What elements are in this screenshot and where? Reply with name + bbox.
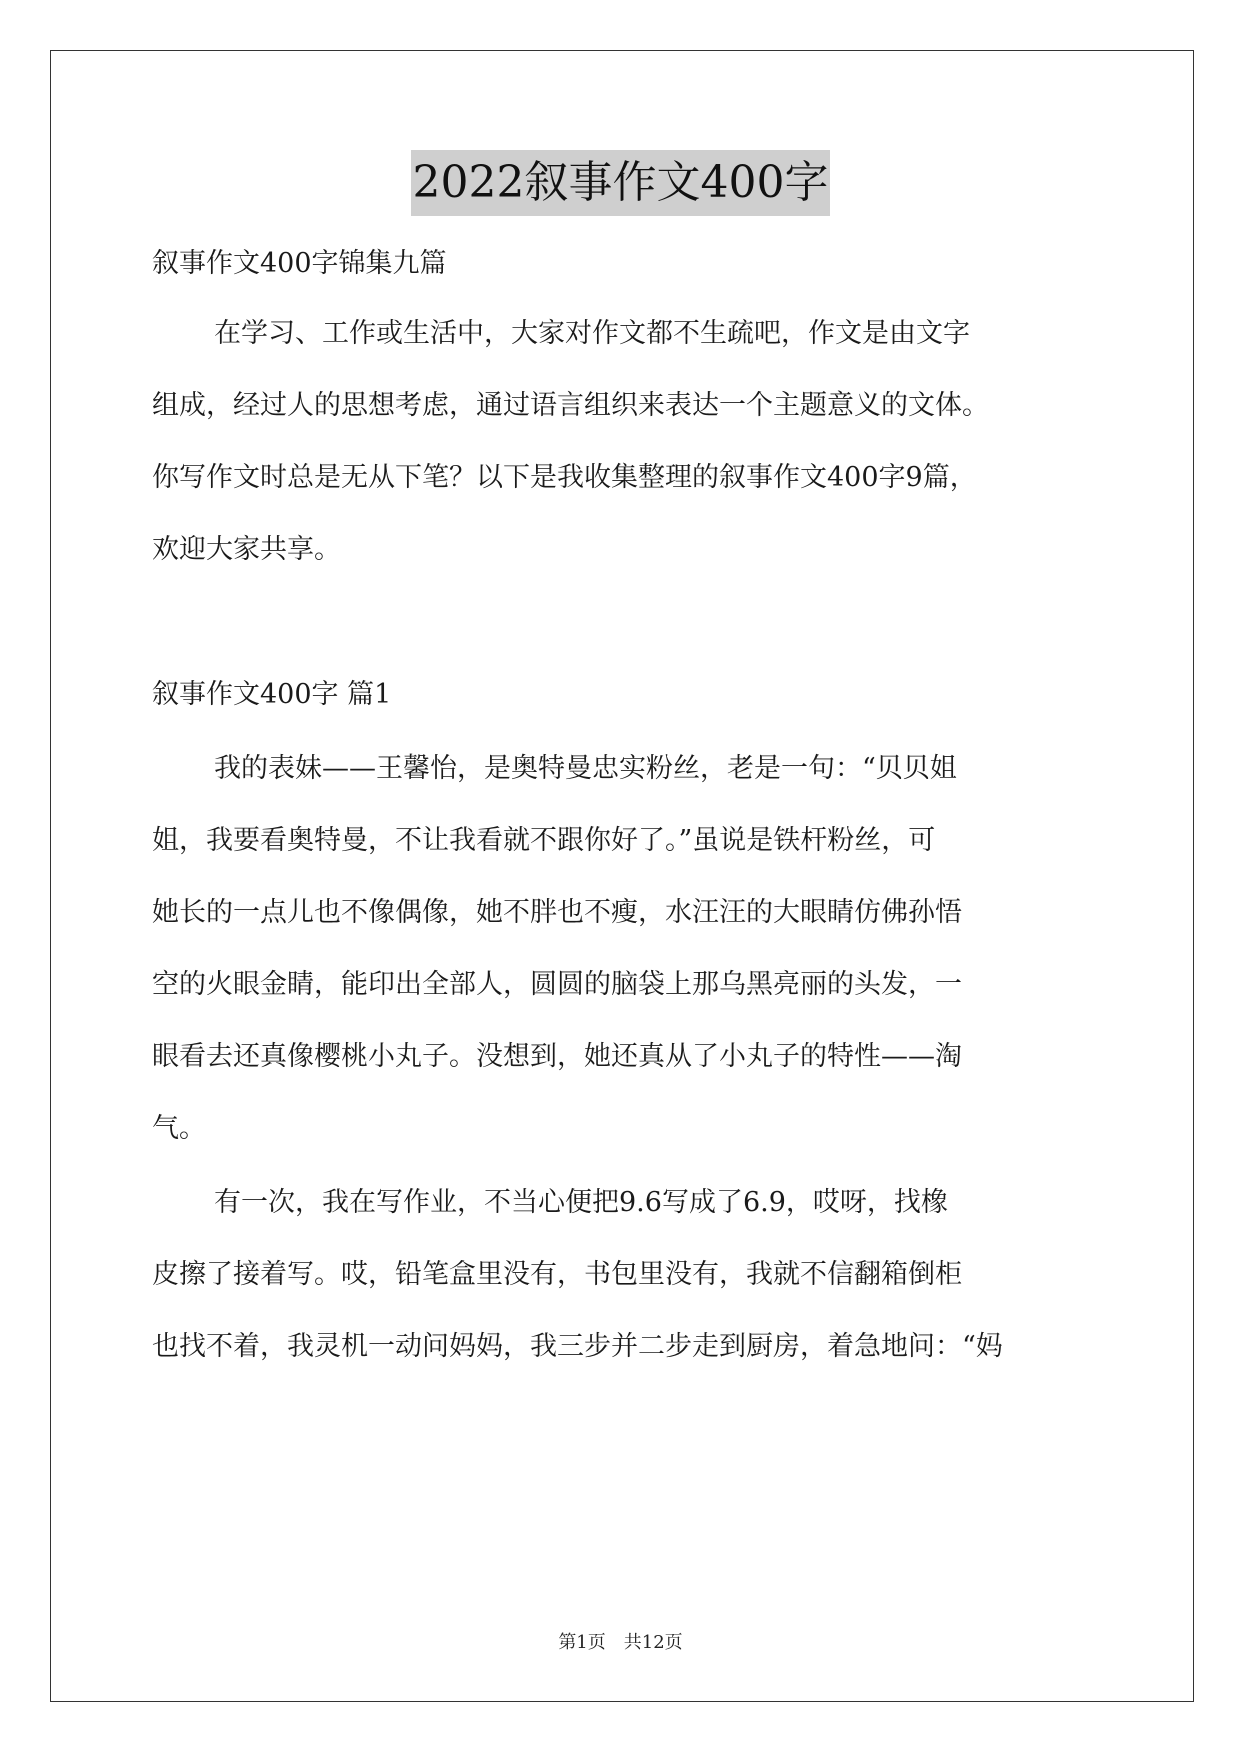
paragraph-line: 气。: [152, 1113, 206, 1144]
paragraph-line: 有一次，我在写作业，不当心便把9.6写成了6.9，哎呀，找橡: [214, 1187, 948, 1218]
paragraph-line: 她长的一点儿也不像偶像，她不胖也不瘦，水汪汪的大眼睛仿佛孙悟: [152, 897, 962, 928]
page-footer: 第1页 共12页: [558, 1632, 683, 1653]
paragraph-line: 我的表妹——王馨怡，是奥特曼忠实粉丝，老是一句：“贝贝姐: [214, 753, 957, 784]
paragraph-line: 空的火眼金睛，能印出全部人，圆圆的脑袋上那乌黑亮丽的头发，一: [152, 969, 962, 1000]
paragraph-line: 也找不着，我灵机一动问妈妈，我三步并二步走到厨房，着急地问：“妈: [152, 1331, 1003, 1362]
document-title: 2022叙事作文400字: [411, 150, 831, 216]
intro-line: 在学习、工作或生活中，大家对作文都不生疏吧，作文是由文字: [214, 318, 970, 349]
section-heading: 叙事作文400字 篇1: [152, 679, 392, 710]
paragraph-line: 姐，我要看奥特曼，不让我看就不跟你好了。”虽说是铁杆粉丝，可: [152, 825, 936, 856]
paragraph-line: 皮擦了接着写。哎，铅笔盒里没有，书包里没有，我就不信翻箱倒柜: [152, 1259, 962, 1290]
title-container: [0, 150, 1241, 216]
page-border: [50, 50, 1194, 1702]
paragraph-line: 眼看去还真像樱桃小丸子。没想到，她还真从了小丸子的特性——淘: [152, 1041, 962, 1072]
subtitle: 叙事作文400字锦集九篇: [152, 248, 447, 279]
intro-line: 欢迎大家共享。: [152, 534, 341, 565]
intro-line: 你写作文时总是无从下笔？以下是我收集整理的叙事作文400字9篇，: [152, 462, 977, 493]
intro-line: 组成，经过人的思想考虑，通过语言组织来表达一个主题意义的文体。: [152, 390, 989, 421]
